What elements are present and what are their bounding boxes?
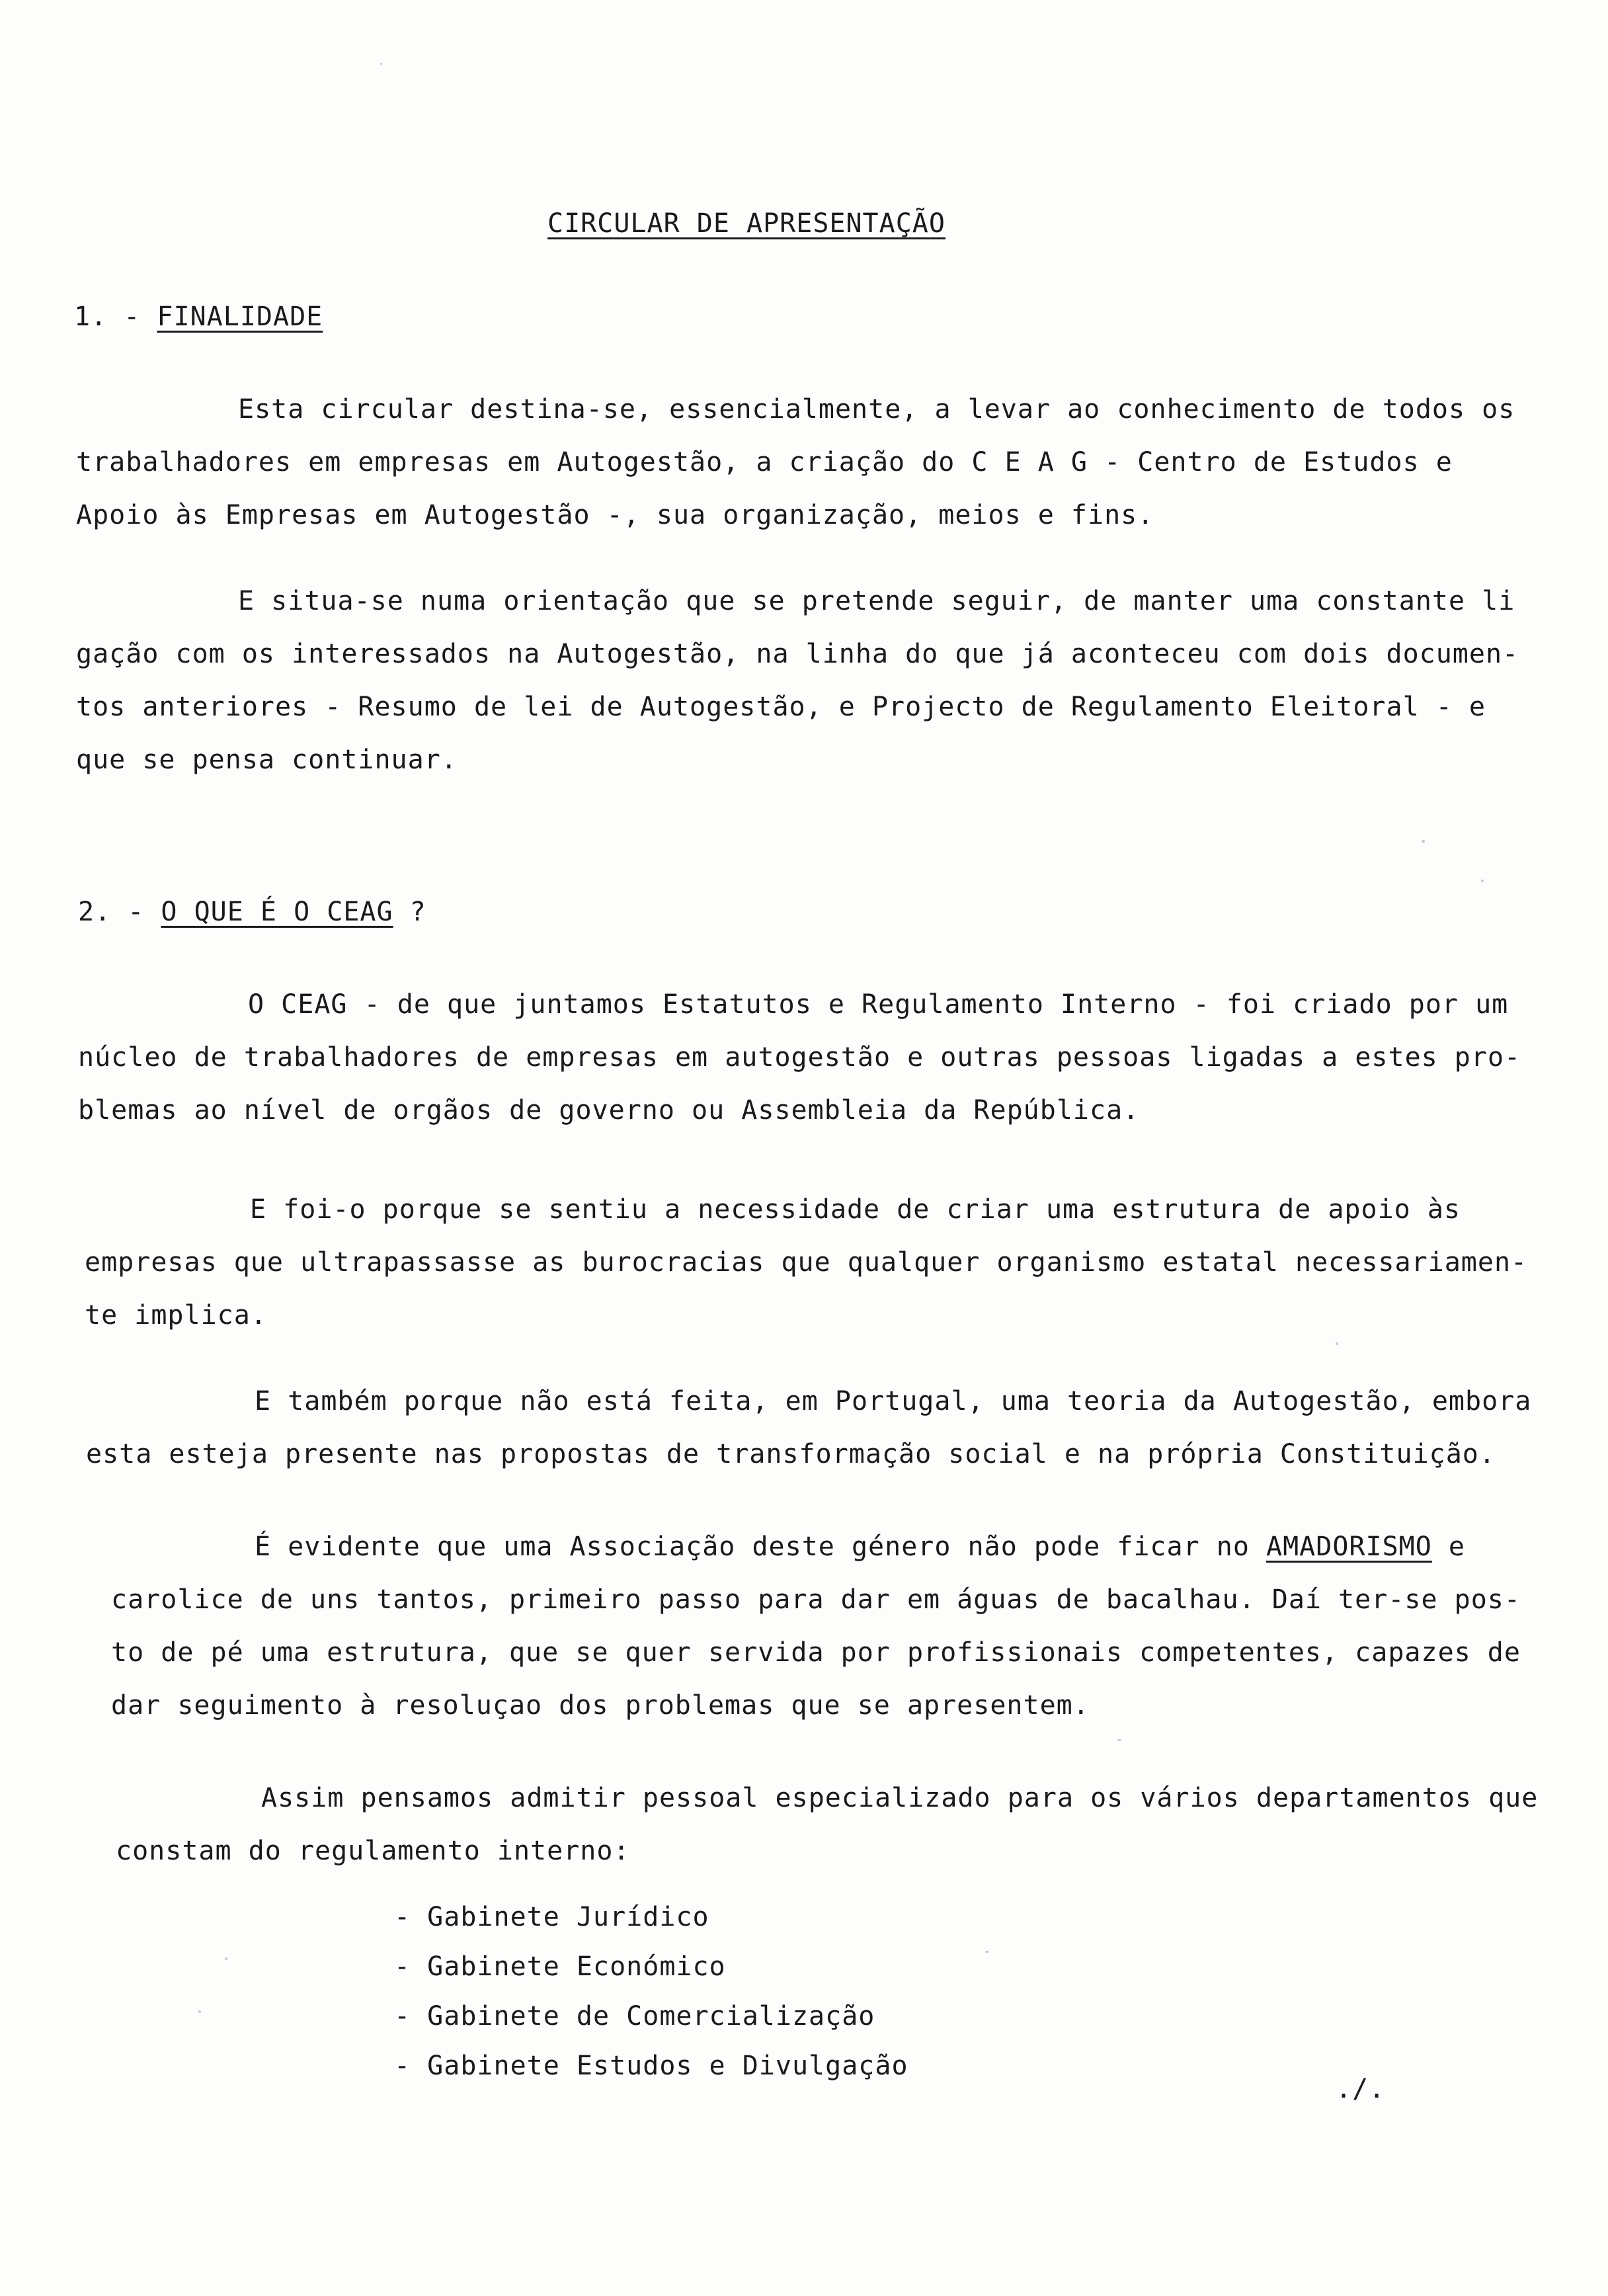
list-item-estudos-divulgacao: - Gabinete Estudos e Divulgação (394, 2051, 908, 2081)
s2-p2-line-2: empresas que ultrapassasse as burocracias que qualquer organismo estatal necessariamen- (85, 1247, 1528, 1278)
s2-p1-line-2: núcleo de trabalhadores de empresas em autogestão e outras pessoas ligadas a estes pro- (78, 1042, 1521, 1073)
scan-speck (225, 1957, 227, 1960)
s2-p4-line-1-suffix: e (1431, 1532, 1466, 1562)
s1-p1-line-2: trabalhadores em empresas em Autogestão, a criação do C E A G - Centro de Estudos e (76, 447, 1453, 477)
s2-p4-line-3: to de pé uma estrutura, que se quer servida por profissionais competentes, capazes de (111, 1637, 1521, 1668)
s1-p2-line-3: tos anteriores - Resumo de lei de Autogestão, e Projecto de Regulamento Eleitoral - e (76, 692, 1486, 722)
section-1-number: 1. - (74, 302, 141, 332)
s1-p1-line-1: Esta circular destina-se, essencialmente, a levar ao conhecimento de todos os (238, 394, 1515, 425)
s2-p4-line-1 (255, 1534, 1465, 1560)
s1-p1-line-3: Apoio às Empresas em Autogestão -, sua organização, meios e fins. (76, 500, 1154, 530)
s2-p2-line-1: E foi-o porque se sentiu a necessidade de criar uma estrutura de apoio às (250, 1194, 1461, 1225)
s2-p4-line-1-text: É evidente que uma Associação deste género não pode ficar no (255, 1532, 1267, 1562)
s2-p1-line-1: O CEAG - de que juntamos Estatutos e Regulamento Interno - foi criado por um (248, 989, 1509, 1020)
s1-p2-line-1: E situa-se numa orientação que se pretende seguir, de manter uma constante li (238, 586, 1515, 616)
s2-p4-line-4: dar seguimento à resoluçao dos problemas que se apresentem. (111, 1690, 1090, 1721)
section-2-heading (78, 899, 426, 925)
scan-speck (1422, 840, 1425, 843)
section-2-title: O QUE É O CEAG (161, 897, 393, 927)
section-2-title-suffix: ? (393, 897, 426, 927)
section-1-title: FINALIDADE (157, 302, 323, 332)
scan-speck (1117, 1739, 1121, 1741)
s2-p3-line-1: E também porque não está feita, em Portugal, uma teoria da Autogestão, embora (255, 1386, 1532, 1416)
scan-speck (380, 63, 382, 65)
scan-speck (1336, 1342, 1338, 1345)
list-item-comercializacao: - Gabinete de Comercialização (394, 2001, 875, 2031)
list-item-juridico: - Gabinete Jurídico (394, 1902, 709, 1932)
continuation-mark: ./. (1336, 2074, 1386, 2104)
section-2-number: 2. - (78, 897, 145, 927)
s2-p4-line-2: carolice de uns tantos, primeiro passo para dar em águas de bacalhau. Daí ter-se pos- (111, 1584, 1521, 1615)
scan-speck (985, 1951, 989, 1953)
s2-p5-line-2: constam do regulamento interno: (116, 1836, 630, 1866)
s2-p5-line-1: Assim pensamos admitir pessoal especializado para os vários departamentos que (261, 1783, 1539, 1813)
s1-p2-line-4: que se pensa continuar. (76, 745, 458, 775)
list-item-economico: - Gabinete Económico (394, 1951, 726, 1982)
document-title: CIRCULAR DE APRESENTAÇÃO (547, 208, 945, 239)
s2-p1-line-3: blemas ao nível de orgãos de governo ou Assembleia da República. (78, 1095, 1140, 1126)
scan-speck (198, 2010, 201, 2013)
section-1-heading (74, 304, 323, 330)
s2-p2-line-3: te implica. (85, 1300, 267, 1331)
scan-speck (1481, 880, 1484, 882)
s1-p2-line-2: gação com os interessados na Autogestão, na linha do que já aconteceu com dois documen- (76, 639, 1519, 669)
emphasis-amadorismo: AMADORISMO (1266, 1532, 1432, 1562)
s2-p3-line-2: esta esteja presente nas propostas de transformação social e na própria Constituição. (86, 1439, 1496, 1469)
